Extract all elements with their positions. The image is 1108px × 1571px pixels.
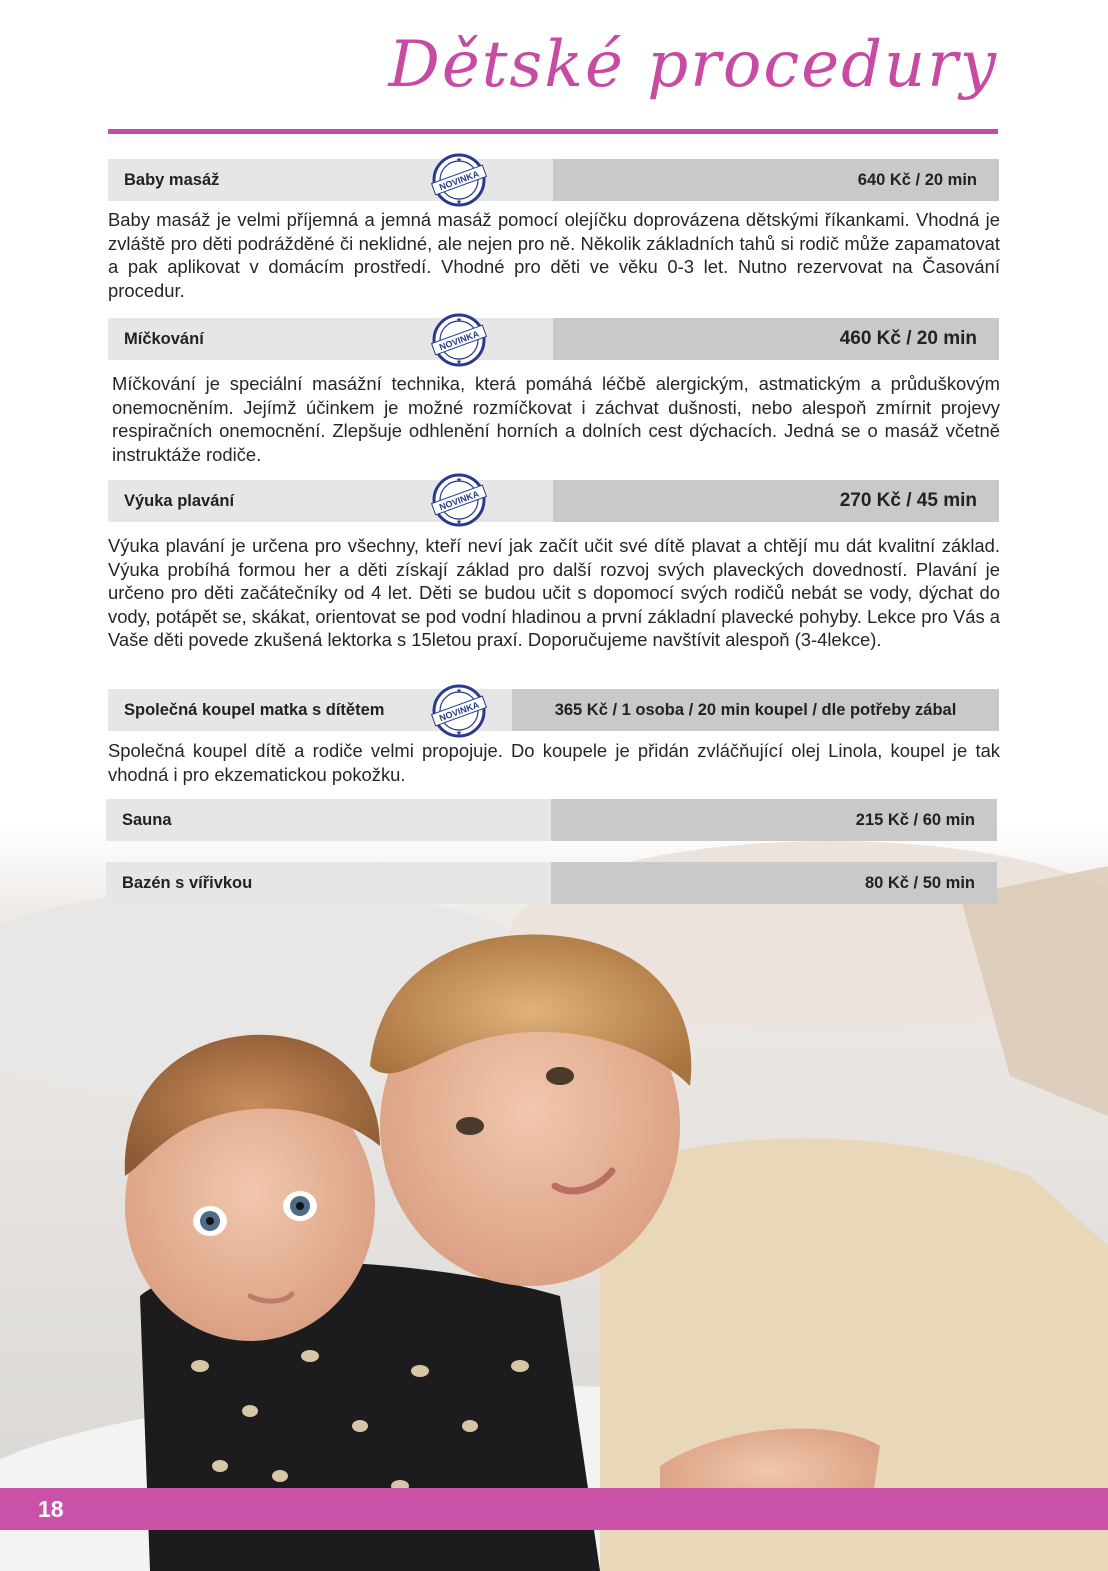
page-title: Dětské procedury bbox=[388, 28, 998, 102]
novinka-stamp-icon bbox=[431, 312, 487, 368]
svg-text:★: ★ bbox=[455, 730, 463, 737]
procedure-header-mickovani bbox=[108, 318, 999, 360]
procedure-price: 270 Kč / 45 min bbox=[553, 480, 999, 522]
svg-text:★: ★ bbox=[455, 157, 463, 164]
procedure-header-vyuka-plavani bbox=[108, 480, 999, 522]
novinka-stamp-icon bbox=[431, 472, 487, 528]
svg-text:★: ★ bbox=[455, 519, 463, 526]
procedure-description: Výuka plavání je určena pro všechny, kteří neví jak začít učit své dítě plavat a chtějí mu dát kvalitní základ. Výuka probíhá formou her a děti získají základ pro další rozvoj svých plaveckých dovedností. Plavání je určeno pro děti začátečníky od 4 let. Děti se budou učit s dopomocí svých rodičů nebát se vody, dýchat do vody, potápět se, skákat, orientovat se pod vodní hladinou a první základní plavecké pohyby. Lekce pro Vás a Vaše děti povede zkušená lektorka s 15letou praxí. Doporučujeme navštívit alespoň (3-4lekce). bbox=[108, 535, 1000, 650]
novinka-stamp-icon bbox=[431, 152, 487, 208]
svg-text:★: ★ bbox=[455, 688, 463, 695]
procedure-header-spolecna-koupel bbox=[108, 689, 999, 731]
procedure-name: Baby masáž bbox=[108, 159, 553, 201]
procedure-description: Baby masáž je velmi příjemná a jemná masáž pomocí olejíčku doprovázena dětskými říkankami. Vhodná je zvláště pro děti podrážděné či neklidné, ale nejen pro ně. Několik základních tahů si rodič může zapamatovat a pak aplikovat v domácím prostředí. Vhodné pro děti ve věku 0-3 let. Nutno rezervovat na Časování procedur. bbox=[108, 209, 1000, 301]
svg-text:★: ★ bbox=[455, 199, 463, 206]
children-photo bbox=[0, 826, 1108, 1571]
svg-text:★: ★ bbox=[455, 359, 463, 366]
procedure-header-baby-masaz bbox=[108, 159, 999, 201]
svg-text:★: ★ bbox=[455, 317, 463, 324]
procedure-price: 640 Kč / 20 min bbox=[553, 159, 999, 201]
footer-bar bbox=[0, 1488, 1108, 1530]
svg-text:NOVINKA: NOVINKA bbox=[437, 488, 481, 513]
procedure-price: 460 Kč / 20 min bbox=[553, 318, 999, 360]
svg-text:★: ★ bbox=[455, 477, 463, 484]
procedure-price: 365 Kč / 1 osoba / 20 min koupel / dle potřeby zábal bbox=[512, 689, 999, 731]
procedure-price: 215 Kč / 60 min bbox=[551, 799, 997, 841]
procedure-name: Míčkování bbox=[108, 318, 553, 360]
procedure-name: Bazén s vířivkou bbox=[106, 862, 551, 904]
procedure-description: Společná koupel dítě a rodiče velmi propojuje. Do koupele je přidán zvláčňující olej Linola, koupel je tak vhodná i pro ekzematickou pokožku. bbox=[108, 740, 1000, 785]
svg-text:NOVINKA: NOVINKA bbox=[437, 168, 481, 193]
procedure-name: Společná koupel matka s dítětem bbox=[108, 689, 512, 731]
procedure-name: Sauna bbox=[106, 799, 551, 841]
title-divider bbox=[108, 129, 998, 134]
svg-text:NOVINKA: NOVINKA bbox=[437, 699, 481, 724]
procedure-price: 80 Kč / 50 min bbox=[551, 862, 997, 904]
page-number: 18 bbox=[38, 1496, 64, 1522]
procedure-name: Výuka plavání bbox=[108, 480, 553, 522]
novinka-stamp-icon bbox=[431, 683, 487, 739]
procedure-header-sauna bbox=[106, 799, 997, 841]
procedure-description: Míčkování je speciální masážní technika, která pomáhá léčbě alergickým, astmatickým a průduškovým onemocněním. Jejímž účinkem je možné rozmíčkovat i záchvat dušnosti, nebo alespoň zmírnit projevy respiračních onemocnění. Zlepšuje odhlenění horních a dolních cest dýchacích. Jedná se o masáž včetně instruktáže rodiče. bbox=[112, 373, 1000, 465]
procedure-header-bazen bbox=[106, 862, 997, 904]
svg-text:NOVINKA: NOVINKA bbox=[437, 328, 481, 353]
